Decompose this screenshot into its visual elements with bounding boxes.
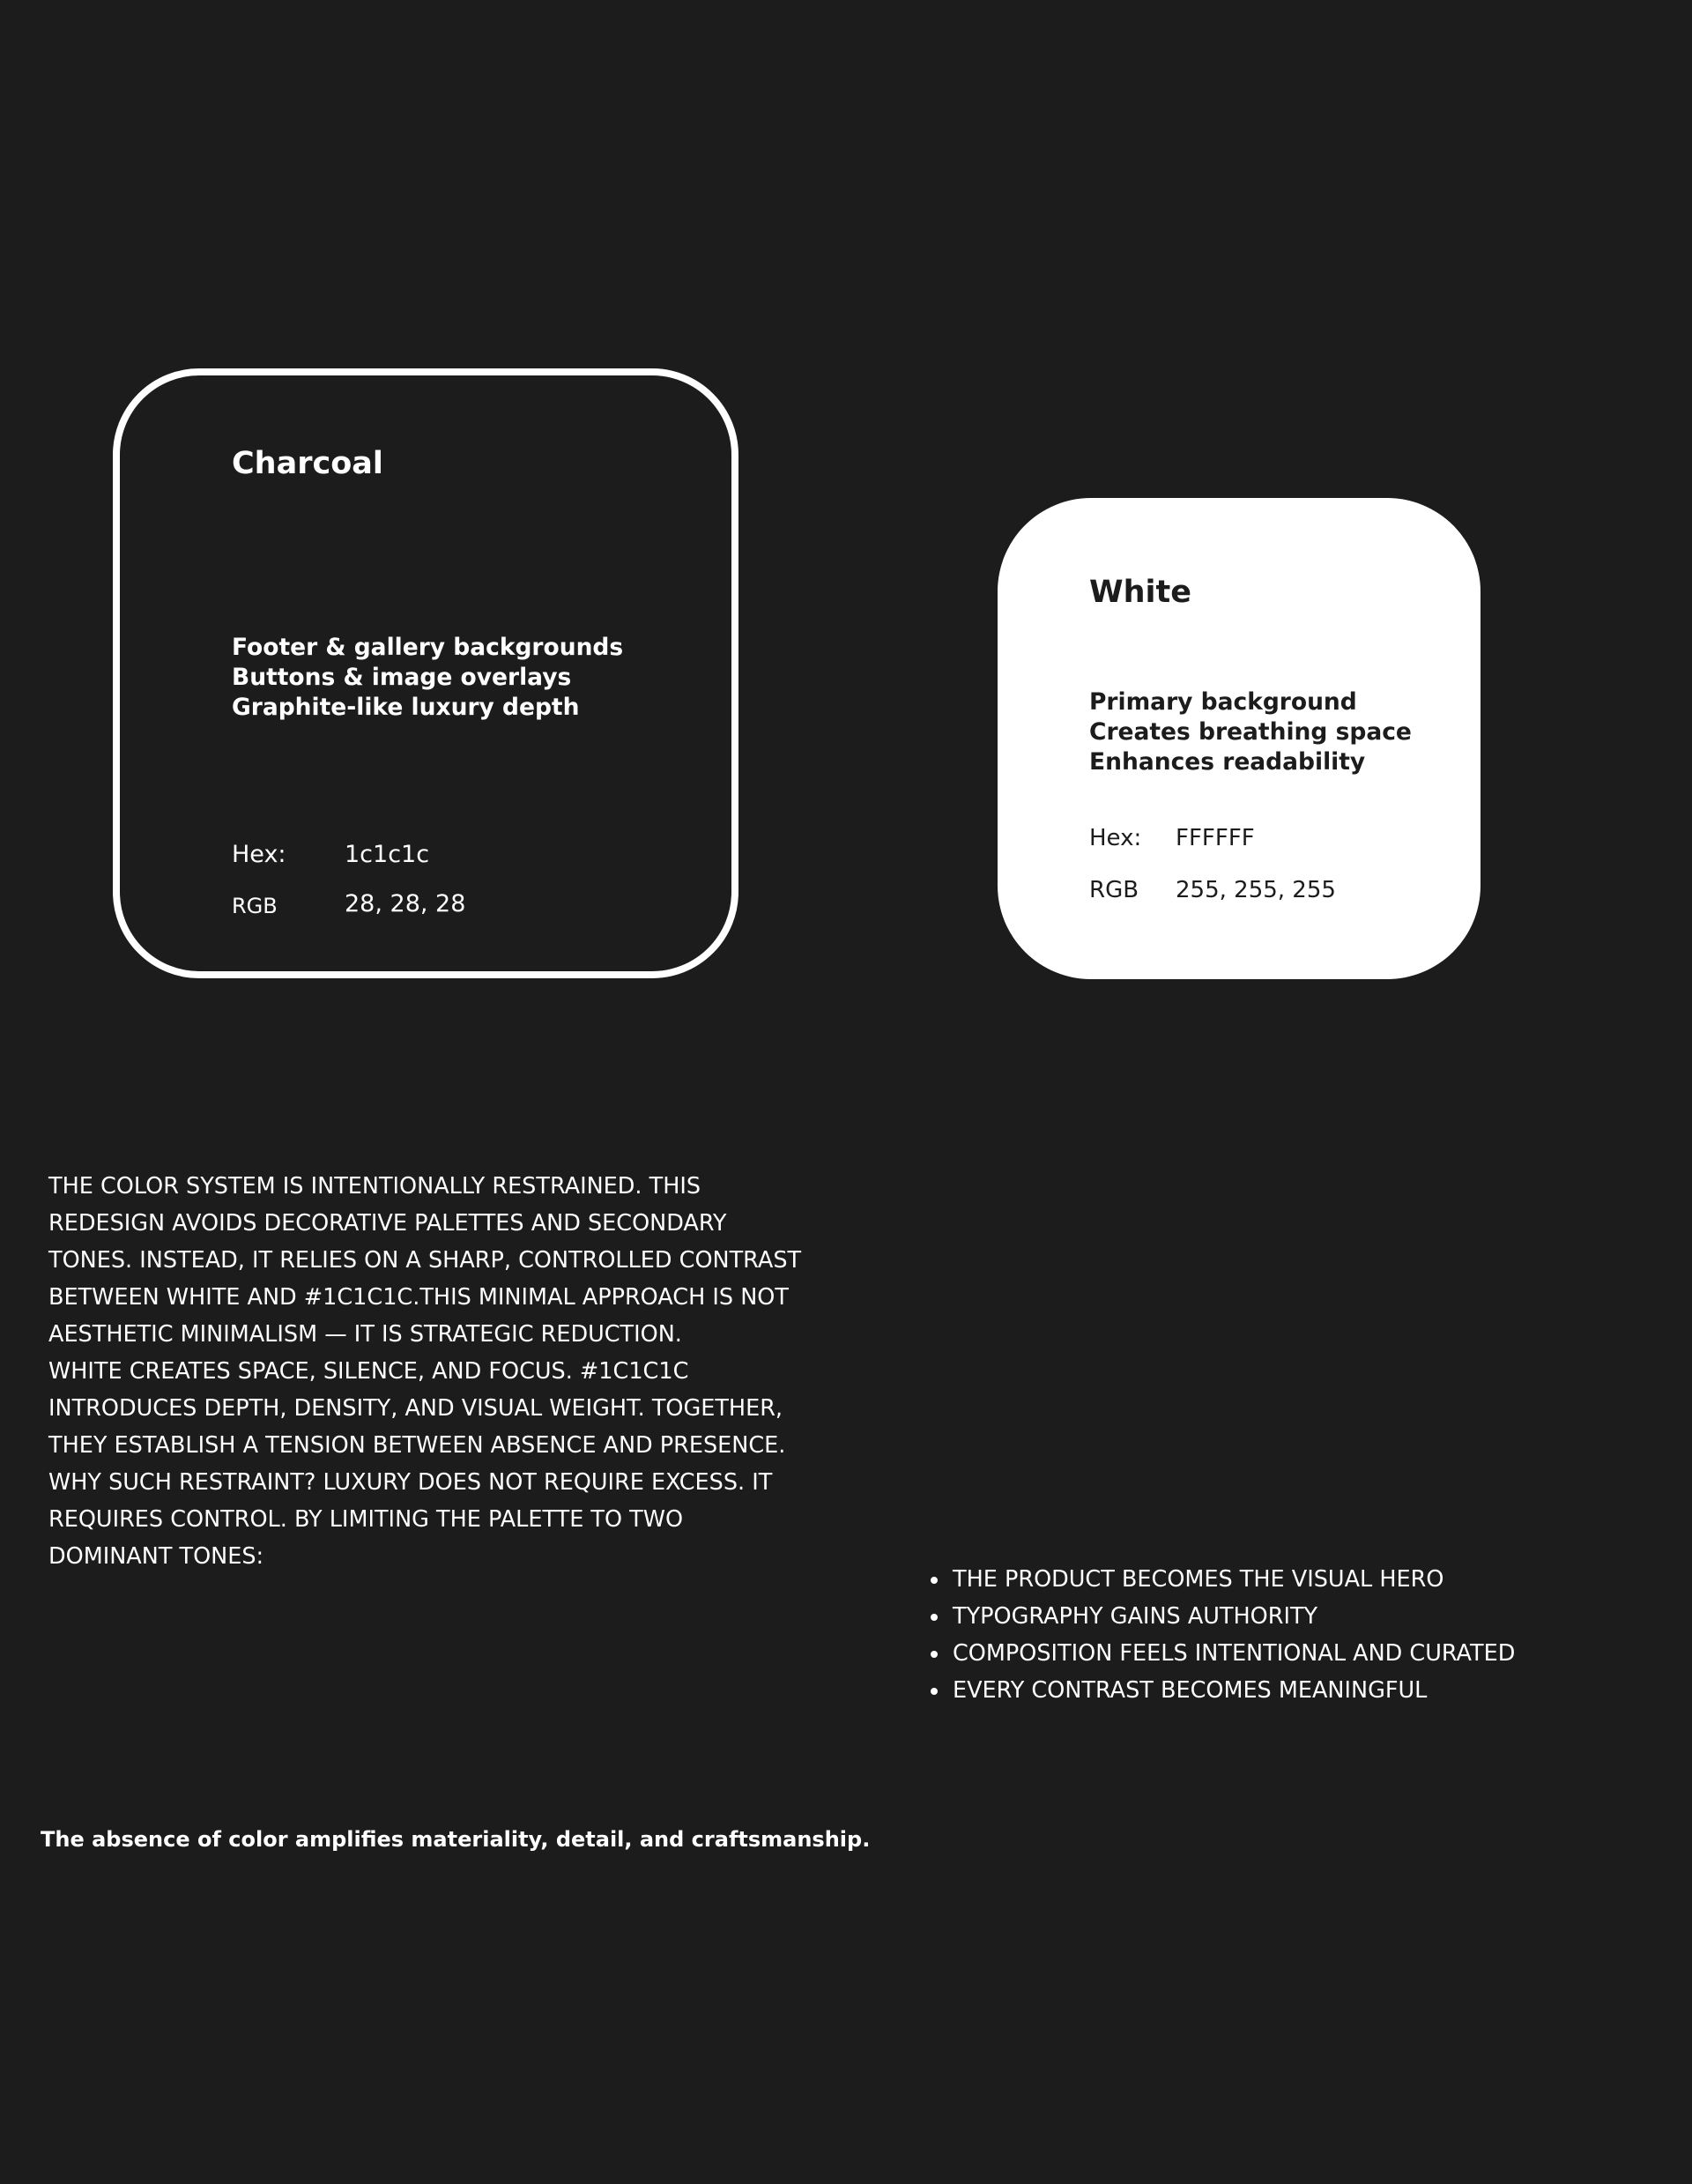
hex-value: FFFFFF <box>1176 825 1255 851</box>
white-usage-list <box>1089 687 1412 777</box>
hex-label: Hex: <box>232 841 286 868</box>
bullet-dot-icon <box>931 1577 938 1584</box>
bullet-item <box>921 1672 1515 1709</box>
usage-item: Footer & gallery backgrounds <box>232 634 624 661</box>
charcoal-usage-list <box>232 633 623 723</box>
description-line: INTRODUCES DEPTH, DENSITY, AND VISUAL WEIGHT. TOGETHER, <box>48 1395 783 1422</box>
outcomes-bullet-list <box>921 1561 1515 1709</box>
hex-label: Hex: <box>1089 825 1142 851</box>
description-line: BETWEEN WHITE AND #1C1C1C.THIS MINIMAL APPROACH IS NOT <box>48 1284 789 1311</box>
bullet-text: THE PRODUCT BECOMES THE VISUAL HERO <box>953 1566 1444 1593</box>
usage-item: Creates breathing space <box>1089 718 1412 746</box>
rgb-label: RGB <box>232 894 278 918</box>
white-card-title: White <box>1089 575 1191 610</box>
description-line: WHITE CREATES SPACE, SILENCE, AND FOCUS. #1C1C1C <box>48 1358 689 1385</box>
color-system-description <box>48 1168 859 1575</box>
bullet-item <box>921 1598 1515 1635</box>
white-color-card <box>998 498 1480 979</box>
bullet-dot-icon <box>931 1688 938 1695</box>
description-line: AESTHETIC MINIMALISM — IT IS STRATEGIC REDUCTION. <box>48 1321 682 1348</box>
charcoal-color-card <box>113 368 738 978</box>
rgb-value: 28, 28, 28 <box>345 890 466 917</box>
bullet-item <box>921 1561 1515 1598</box>
usage-item: Buttons & image overlays <box>232 664 572 691</box>
bullet-text: TYPOGRAPHY GAINS AUTHORITY <box>953 1603 1318 1630</box>
bullet-dot-icon <box>931 1651 938 1658</box>
description-line: REDESIGN AVOIDS DECORATIVE PALETTES AND SECONDARY <box>48 1210 727 1237</box>
usage-item: Primary background <box>1089 688 1357 716</box>
usage-item: Enhances readability <box>1089 748 1366 776</box>
rgb-value: 255, 255, 255 <box>1176 877 1336 903</box>
description-line: WHY SUCH RESTRAINT? LUXURY DOES NOT REQUIRE EXCESS. IT <box>48 1469 773 1496</box>
footer-note: The absence of color amplifies materiality, detail, and craftsmanship. <box>41 1827 871 1852</box>
bullet-dot-icon <box>931 1614 938 1621</box>
description-line: THE COLOR SYSTEM IS INTENTIONALLY RESTRAINED. THIS <box>48 1173 701 1200</box>
charcoal-card-title: Charcoal <box>232 446 383 481</box>
rgb-label: RGB <box>1089 877 1139 903</box>
description-line: THEY ESTABLISH A TENSION BETWEEN ABSENCE AND PRESENCE. <box>48 1432 786 1459</box>
hex-value: 1c1c1c <box>345 841 430 868</box>
bullet-text: EVERY CONTRAST BECOMES MEANINGFUL <box>953 1677 1428 1704</box>
description-line: DOMINANT TONES: <box>48 1543 264 1570</box>
bullet-item <box>921 1635 1515 1672</box>
usage-item: Graphite-like luxury depth <box>232 694 580 721</box>
bullet-text: COMPOSITION FEELS INTENTIONAL AND CURATED <box>953 1640 1516 1667</box>
description-line: REQUIRES CONTROL. BY LIMITING THE PALETTE TO TWO <box>48 1506 684 1533</box>
description-line: TONES. INSTEAD, IT RELIES ON A SHARP, CONTROLLED CONTRAST <box>48 1247 802 1274</box>
